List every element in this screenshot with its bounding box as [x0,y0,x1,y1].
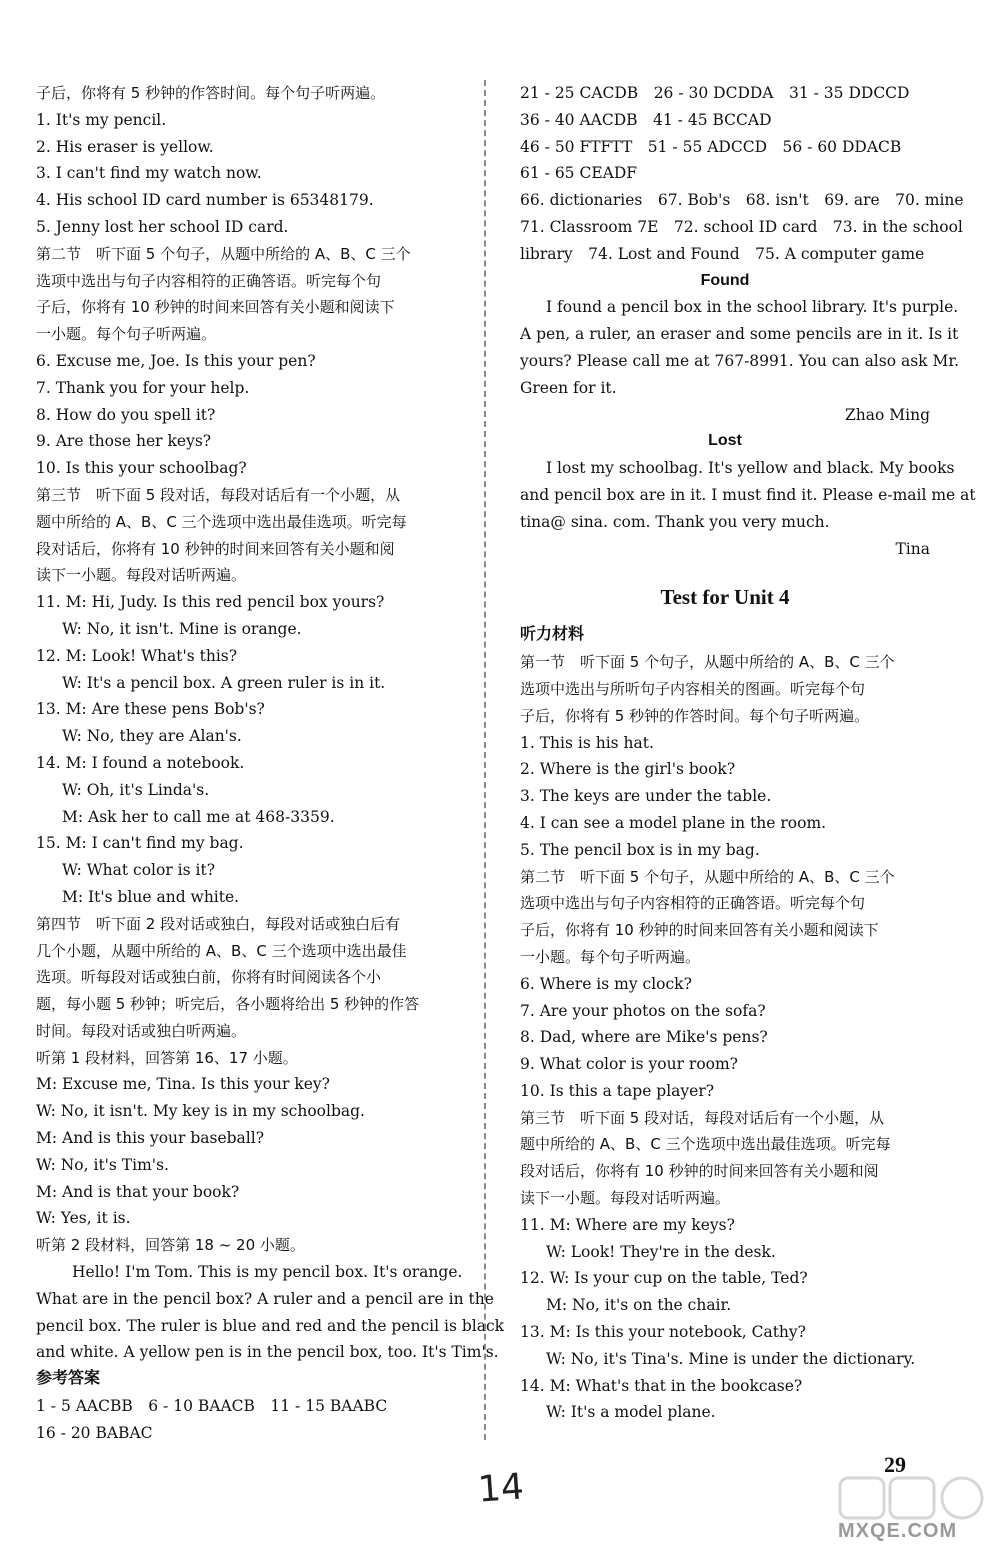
text-line: 听第 2 段材料，回答第 18 ~ 20 小题。 [36,1236,305,1255]
text-line: W: It's a pencil box. A green ruler is in it. [62,673,386,692]
answer-line: library 74. Lost and Found 75. A computer game [520,244,925,263]
notice-line: and pencil box are in it. I must find it. Please e-mail me at [520,485,976,504]
notice-line: Green for it. [520,378,617,397]
text-line: 第三节 听下面 5 段对话，每段对话后有一个小题，从 [520,1108,885,1127]
text-line: 5. The pencil box is in my bag. [520,840,760,859]
text-line: 读下一小题。每段对话听两遍。 [36,566,247,585]
text-line: 读下一小题。每段对话听两遍。 [520,1189,731,1208]
text-line: 题，每小题 5 秒钟；听完后，各小题将给出 5 秒钟的作答 [36,995,420,1014]
right-column [520,80,976,1426]
text-line: 8. How do you spell it? [36,405,216,424]
test-unit4-listening [520,649,930,1426]
text-line: 时间。每段对话或独白听两遍。 [36,1021,247,1040]
text-line: 题中所给的 A、B、C 三个选项中选出最佳选项。听完每 [520,1135,891,1154]
text-line: M: And is this your baseball? [36,1129,265,1148]
text-line: 第四节 听下面 2 段对话或独白，每段对话或独白后有 [36,914,401,933]
text-line: M: It's blue and white. [62,887,240,906]
text-line: 段对话后，你将有 10 秒钟的时间来回答有关小题和阅 [520,1162,879,1181]
text-line: 11. M: Where are my keys? [520,1215,735,1234]
text-line: W: Look! They're in the desk. [546,1242,776,1261]
lost-signature: Tina [895,539,930,558]
text-line: and white. A yellow pen is in the pencil box, too. It's Tim's. [36,1343,499,1362]
text-line: 选项中选出与所听句子内容相关的图画。听完每个句 [520,679,866,698]
handwritten-page-number: 14 [476,1466,526,1511]
notice-line: A pen, a ruler, an eraser and some pencils are in it. Is it [520,325,959,344]
text-line: 1. It's my pencil. [36,110,167,129]
text-line: 选项中选出与句子内容相符的正确答语。听完每个句 [36,271,382,290]
text-line: 2. Where is the girl's book? [520,760,736,779]
notice-line: tina@ sina. com. Thank you very much. [520,512,830,531]
text-line: 7. Are your photos on the sofa? [520,1001,766,1020]
page-number: 29 [884,1452,906,1477]
text-line: 子后，你将有 5 秒钟的作答时间。每个句子听两遍。 [520,706,870,725]
text-line: W: No, it isn't. Mine is orange. [62,619,302,638]
text-line: 题中所给的 A、B、C 三个选项中选出最佳选项。听完每 [36,512,407,531]
text-line: 10. Is this a tape player? [520,1081,715,1100]
text-line: W: No, it isn't. My key is in my schoolbag. [36,1102,365,1121]
text-line: 6. Where is my clock? [520,974,692,993]
text-line: W: No, it's Tina's. Mine is under the dictionary. [546,1349,916,1368]
text-line: pencil box. The ruler is blue and red and the pencil is black [36,1316,505,1335]
text-line: 子后，你将有 10 秒钟的时间来回答有关小题和阅读下 [520,921,879,940]
answer-key-continued [520,80,964,268]
text-line: What are in the pencil box? A ruler and a pencil are in the [36,1289,494,1308]
answer-line: 36 - 40 AACDB 41 - 45 BCCAD [520,110,772,129]
text-line: 4. I can see a model plane in the room. [520,813,827,832]
text-line: 一小题。每个句子听两遍。 [36,325,217,344]
text-line: 1. This is his hat. [520,733,654,752]
test-title: Test for Unit 4 [660,585,790,610]
text-line: 9. Are those her keys? [36,432,212,451]
text-line: 3. I can't find my watch now. [36,164,262,183]
text-line: W: No, they are Alan's. [62,727,242,746]
answer-line: 71. Classroom 7E 72. school ID card 73. in the school [520,217,963,236]
text-line: 听第 1 段材料，回答第 16、17 小题。 [36,1048,298,1067]
text-line: 3. The keys are under the table. [520,787,772,806]
text-line: 段对话后，你将有 10 秒钟的时间来回答有关小题和阅 [36,539,395,558]
found-signature: Zhao Ming [845,405,930,424]
lost-notice-body [520,455,976,535]
text-line: 第二节 听下面 5 个句子，从题中所给的 A、B、C 三个 [520,867,895,886]
text-line: 1 - 5 AACBB 6 - 10 BAACB 11 - 15 BAABC [36,1397,388,1416]
text-line: 7. Thank you for your help. [36,378,250,397]
text-line: 9. What color is your room? [520,1055,738,1074]
text-line: 一小题。每个句子听两遍。 [520,947,701,966]
notice-line: I lost my schoolbag. It's yellow and black. My books [546,459,955,478]
text-line: W: It's a model plane. [546,1403,716,1422]
text-line: 第三节 听下面 5 段对话，每段对话后有一个小题，从 [36,485,401,504]
text-line: 16 - 20 BABAC [36,1423,153,1442]
text-line: 13. M: Are these pens Bob's? [36,700,265,719]
text-line: 参考答案 [36,1370,101,1388]
text-line: 11. M: Hi, Judy. Is this red pencil box yours? [36,593,385,612]
text-line: W: Yes, it is. [36,1209,131,1228]
text-line: 选项。听每段对话或独白前，你将有时间阅读各个小 [36,968,382,987]
listening-heading: 听力材料 [520,626,585,644]
text-line: 选项中选出与句子内容相符的正确答语。听完每个句 [520,894,866,913]
left-column [36,80,505,1447]
text-line: M: Excuse me, Tina. Is this your key? [36,1075,330,1094]
text-line: 6. Excuse me, Joe. Is this your pen? [36,351,316,370]
found-notice-body [520,294,959,401]
text-line: 5. Jenny lost her school ID card. [36,217,289,236]
text-line: M: Ask her to call me at 468-3359. [62,807,335,826]
text-line: 14. M: I found a notebook. [36,753,245,772]
text-line: 第二节 听下面 5 个句子，从题中所给的 A、B、C 三个 [36,244,411,263]
text-line: 2. His eraser is yellow. [36,137,214,156]
notice-line: I found a pencil box in the school library. It's purple. [546,298,959,317]
text-line: M: And is that your book? [36,1182,240,1201]
answer-line: 21 - 25 CACDB 26 - 30 DCDDA 31 - 35 DDCCD [520,84,910,102]
column-divider [484,80,486,1440]
text-line: 第一节 听下面 5 个句子，从题中所给的 A、B、C 三个 [520,653,895,672]
text-line: 几个小题，从题中所给的 A、B、C 三个选项中选出最佳 [36,941,407,960]
text-line: W: No, it's Tim's. [36,1155,169,1174]
answer-line: 66. dictionaries 67. Bob's 68. isn't 69. are 70. mine [520,191,964,210]
text-line: 12. W: Is your cup on the table, Ted? [520,1269,808,1288]
text-line: W: Oh, it's Linda's. [62,780,210,799]
text-line: 子后，你将有 10 秒钟的时间来回答有关小题和阅读下 [36,298,395,317]
text-line: 8. Dad, where are Mike's pens? [520,1028,768,1047]
answer-line: 46 - 50 FTFTT 51 - 55 ADCCD 56 - 60 DDACB [520,137,902,156]
notice-line: yours? Please call me at 767-8991. You can also ask Mr. [520,351,959,370]
text-line: 13. M: Is this your notebook, Cathy? [520,1323,806,1342]
text-line: 14. M: What's that in the bookcase? [520,1376,803,1395]
found-notice-title: Found [700,271,750,289]
text-line: 15. M: I can't find my bag. [36,834,244,853]
text-line: W: What color is it? [62,861,216,880]
text-line: Hello! I'm Tom. This is my pencil box. It's orange. [72,1263,463,1282]
text-line: M: No, it's on the chair. [546,1296,732,1315]
text-line: 4. His school ID card number is 65348179. [36,191,374,210]
text-line: 12. M: Look! What's this? [36,646,238,665]
text-line: 10. Is this your schoolbag? [36,459,247,478]
answer-line: 61 - 65 CEADF [520,164,638,183]
text-line: 子后，你将有 5 秒钟的作答时间。每个句子听两遍。 [36,84,386,102]
lost-notice-title: Lost [708,432,742,450]
watermark-url: MXQE.COM [838,1520,958,1542]
